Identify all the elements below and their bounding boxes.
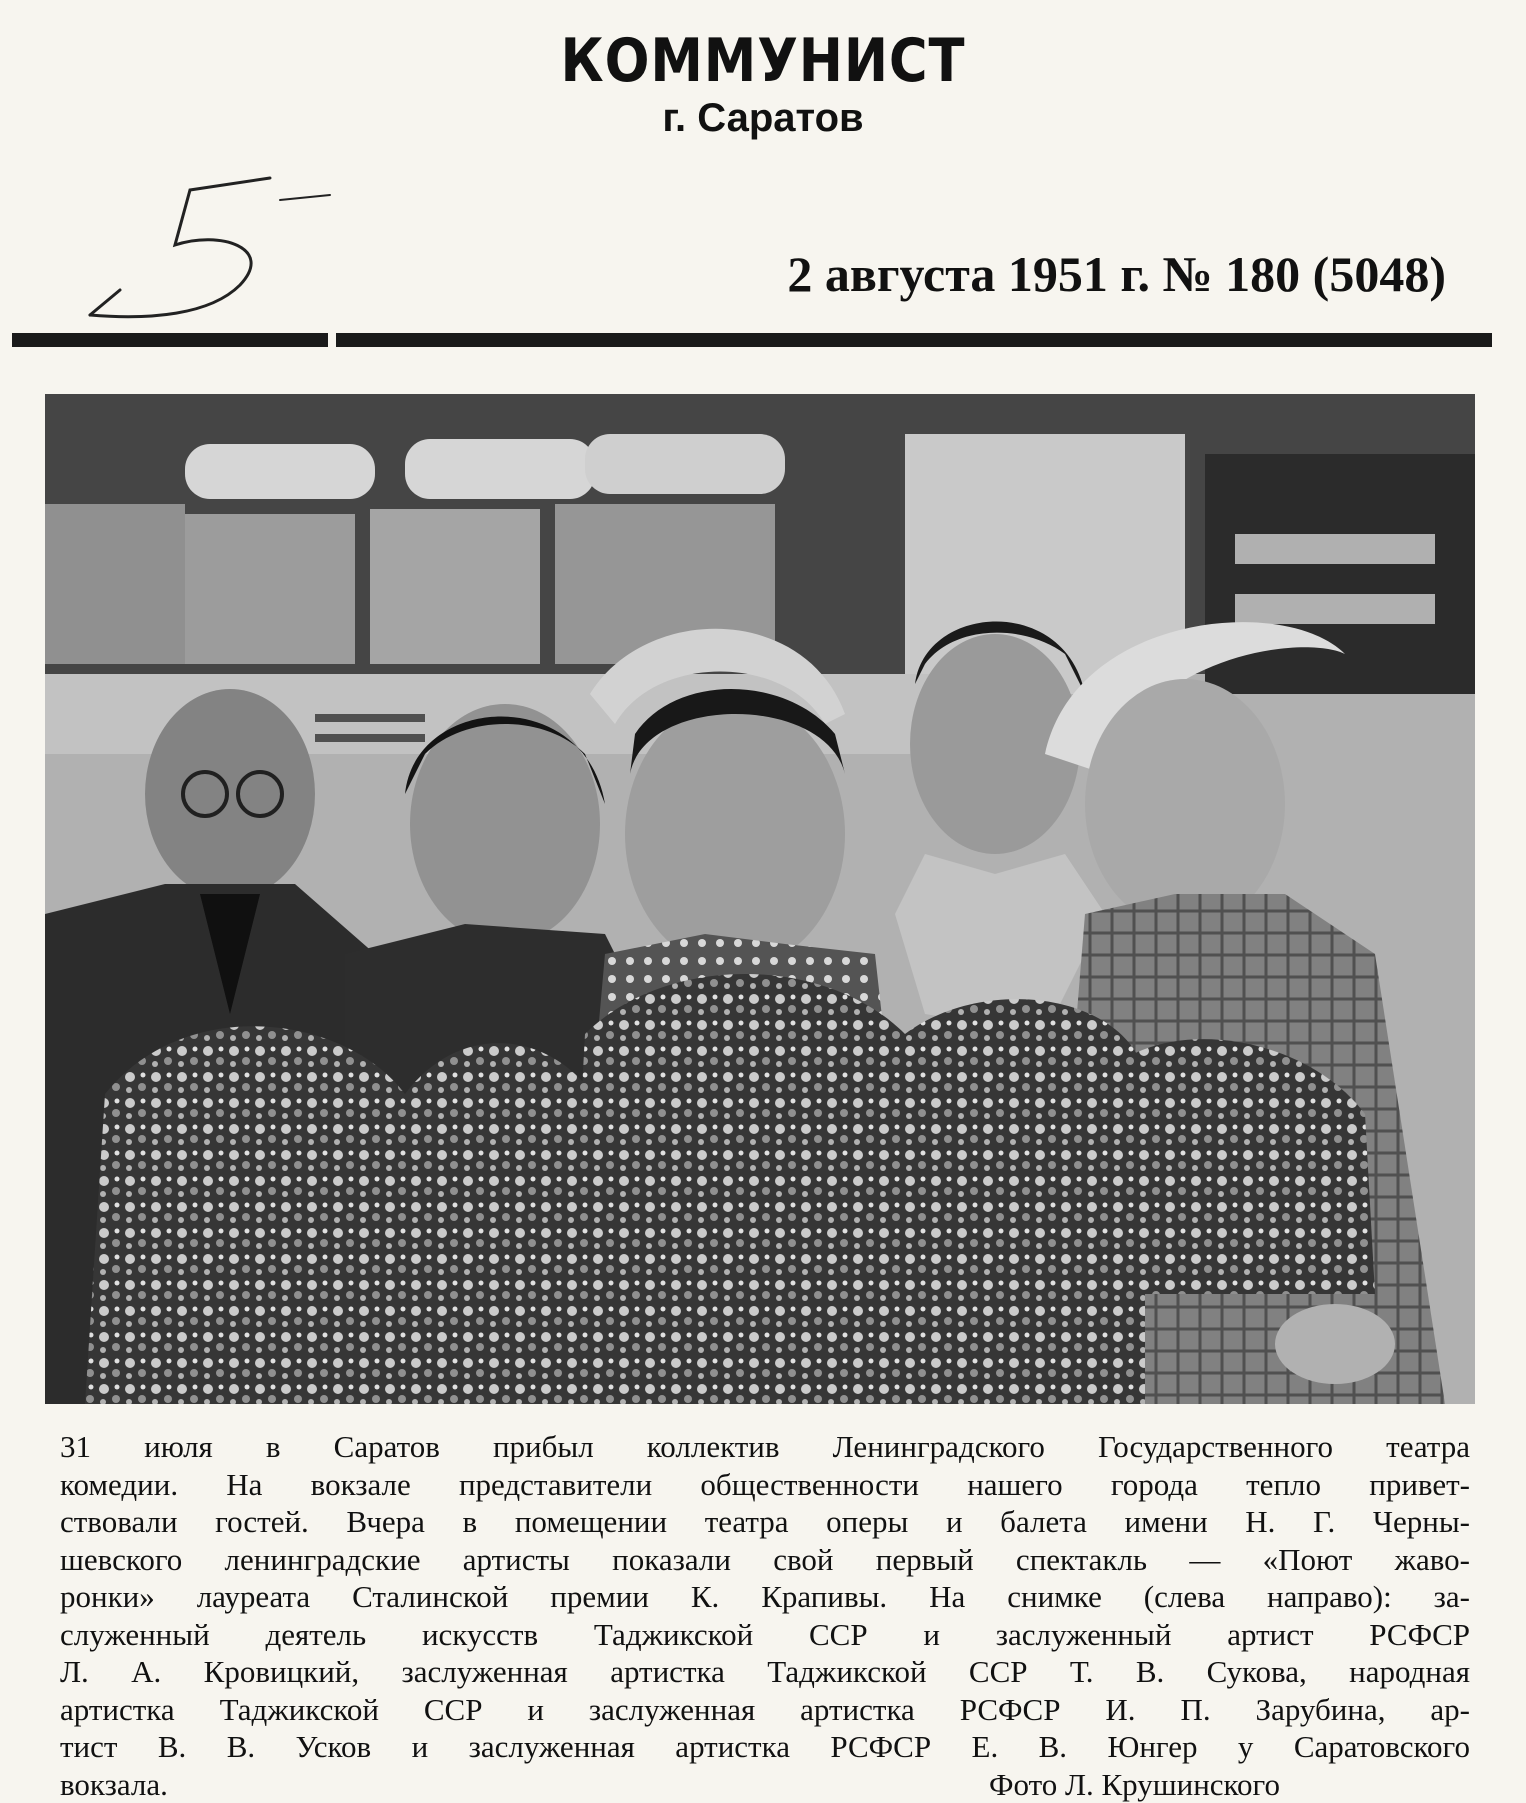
caption-line: артистка Таджикской ССР и заслуженная артистка РСФСР И. П. Зарубина, ар- [60,1691,1470,1729]
header-rule-left [12,333,328,347]
caption-line: шевского ленинградские артисты показали свой первый спектакль — «Поют жаво- [60,1541,1470,1579]
caption-line: ствовали гостей. Вчера в помещении театра оперы и балета имени Н. Г. Черны- [60,1503,1470,1541]
group-photo [45,394,1475,1404]
caption-last-line [60,1766,1470,1803]
group-photo-icon [45,394,1475,1404]
handwritten-number-icon [70,170,370,330]
photo-credit: Фото Л. Крушинского [989,1766,1280,1803]
caption-line: тист В. В. Усков и заслуженная артистка РСФСР Е. В. Юнгер у Саратовского [60,1728,1470,1766]
caption-line: 31 июля в Саратов прибыл коллектив Ленинградского Государственного театра [60,1428,1470,1466]
caption-line: ронки» лауреата Сталинской премии К. Крапивы. На снимке (слева направо): за- [60,1578,1470,1616]
caption-line: комедии. На вокзале представители общественности нашего города тепло привет- [60,1466,1470,1504]
masthead [0,26,1526,141]
caption-line: служенный деятель искусств Таджикской ССР и заслуженный артист РСФСР [60,1616,1470,1654]
header-rule-right [336,333,1492,347]
caption-line: Л. А. Кровицкий, заслуженная артистка Таджикской ССР Т. В. Сукова, народная [60,1653,1470,1691]
caption-end-text: вокзала. [60,1766,168,1803]
newspaper-title: КОММУНИСТ [92,26,1435,96]
issue-date-number: 2 августа 1951 г. № 180 (5048) [787,245,1446,303]
newspaper-city: г. Саратов [0,96,1526,141]
photo-caption [60,1428,1470,1803]
